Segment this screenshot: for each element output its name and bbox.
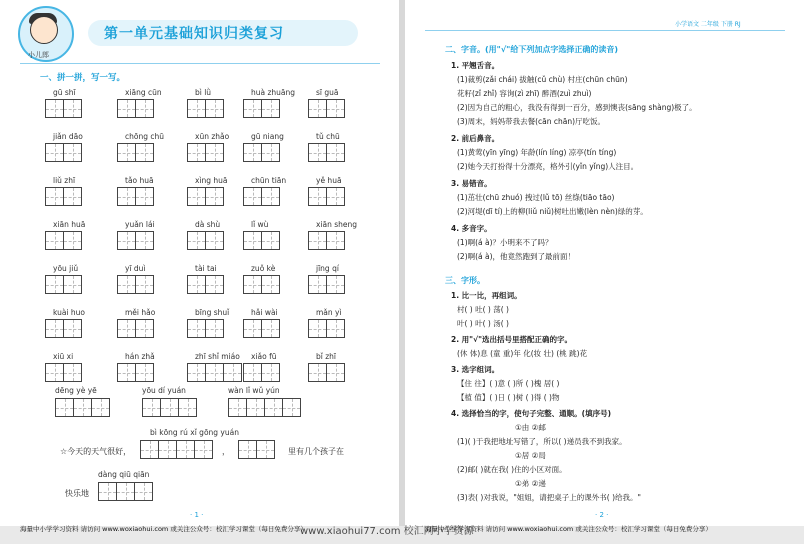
pinyin-label: gū niang [251, 132, 284, 141]
grid-cell[interactable] [326, 187, 345, 206]
grid-cell[interactable] [45, 187, 64, 206]
grid-cell[interactable] [205, 363, 224, 382]
grid-cell[interactable] [63, 99, 82, 118]
writing-grid[interactable] [308, 231, 344, 250]
pinyin-label: xiǎo fū [251, 352, 277, 361]
writing-grid[interactable] [308, 187, 344, 206]
grid-cell[interactable] [243, 275, 262, 294]
s2-item-line: (2)啊(á à)，他竟然跑到了最前面！ [457, 252, 576, 261]
s2-item-line: (2)她今天打扮得十分漂亮，格外引(yǐn yǐng)人注目。 [457, 162, 639, 171]
s2-item-head: 1. 平翘舌音。 [451, 61, 500, 70]
grid-cell[interactable] [45, 363, 64, 382]
grid-cell[interactable] [308, 99, 327, 118]
grid-cell[interactable] [45, 319, 64, 338]
writing-grid[interactable] [117, 187, 153, 206]
grid-cell[interactable] [326, 319, 345, 338]
grid-cell[interactable] [326, 275, 345, 294]
s2-item-line: (1)裁剪(zǎi chái) 拔触(cǔ chù) 村庄(chūn chūn) [457, 75, 628, 84]
writing-grid[interactable] [187, 275, 223, 294]
s2-item-line: (3)周末，妈妈带我去餐(cān chān)厅吃饭。 [457, 117, 606, 126]
comma-text: ， [222, 447, 230, 456]
writing-grid[interactable] [117, 319, 153, 338]
grid-cell[interactable] [63, 231, 82, 250]
grid-cell[interactable] [135, 231, 154, 250]
pinyin-label: zhī shǐ miáo [195, 352, 240, 361]
s3-item4-q1: (1)( )于我把地址写错了，所以( )递员我不到我家。 [457, 437, 627, 446]
grid-cell[interactable] [205, 187, 224, 206]
grid-cell[interactable] [187, 187, 206, 206]
s2-item-line: (1)黄莺(yīn yīng) 年龄(lín líng) 凉亭(tín tíng) [457, 148, 617, 157]
grid-cell[interactable] [261, 99, 280, 118]
grid-cell[interactable] [117, 187, 136, 206]
pinyin-label: měi hǎo [125, 308, 156, 317]
pinyin-row9: bì kōng rú xǐ gōng yuán [150, 428, 239, 437]
s3-item3-line2: 【植 值】( )日 ( )树 ( )得 ( )物 [457, 393, 560, 402]
writing-grid[interactable] [308, 143, 344, 162]
grid-cell[interactable] [326, 99, 345, 118]
grid-cell[interactable] [187, 275, 206, 294]
grid-cell[interactable] [187, 99, 206, 118]
page-number: · 2 · [595, 511, 609, 519]
s2-item-line: (1)啊(á à)？小明来不了吗？ [457, 238, 553, 247]
writing-grid[interactable] [243, 231, 279, 250]
writing-grid[interactable] [308, 319, 344, 338]
logo-text: 小儿郎 [28, 51, 49, 59]
grid-cell[interactable] [243, 231, 262, 250]
writing-grid[interactable] [308, 99, 344, 118]
s3-item3-head: 3. 选字组词。 [451, 365, 500, 374]
s3-item3-line1: 【住 往】( )意 ( )所 ( )槐 居( ) [457, 379, 560, 388]
grid-cell[interactable] [63, 363, 82, 382]
pinyin-label: dà shù [195, 220, 221, 229]
grid-cell[interactable] [135, 275, 154, 294]
pinyin-label: mǎn yì [316, 308, 342, 317]
writing-grid[interactable] [187, 363, 241, 382]
section-heading-1: 一、拼一拼，写一写。 [40, 73, 126, 83]
grid-cell[interactable] [205, 143, 224, 162]
grid-cell[interactable] [135, 187, 154, 206]
grid-cell[interactable] [261, 363, 280, 382]
grid-row8-1[interactable] [55, 398, 109, 417]
pinyin-label: xiān sheng [316, 220, 358, 229]
writing-grid[interactable] [243, 363, 279, 382]
grid-cell[interactable] [117, 363, 136, 382]
grid-cell[interactable] [45, 231, 64, 250]
pinyin-row8-1: dēng yè yē [55, 386, 97, 395]
s2-item-head: 4. 多音字。 [451, 224, 492, 233]
grid-cell[interactable] [187, 143, 206, 162]
header-divider [20, 63, 380, 64]
grid-cell[interactable] [187, 363, 206, 382]
pinyin-label: lǐ wù [251, 220, 269, 229]
writing-grid[interactable] [45, 363, 81, 382]
pinyin-label: yī duì [125, 264, 146, 273]
grid-cell[interactable] [205, 319, 224, 338]
writing-grid[interactable] [117, 143, 153, 162]
grid-cell[interactable] [63, 187, 82, 206]
page-left [0, 0, 399, 526]
s3-item4-opt2: ①居 ②局 [515, 451, 546, 460]
grid-row9-1[interactable] [140, 440, 212, 459]
writing-grid[interactable] [187, 319, 223, 338]
pinyin-label: gū shī [53, 88, 76, 97]
writing-grid[interactable] [243, 99, 279, 118]
grid-cell[interactable] [261, 231, 280, 250]
pinyin-label: xiāng cūn [125, 88, 162, 97]
writing-grid[interactable] [308, 275, 344, 294]
s2-item-head: 3. 易错音。 [451, 179, 492, 188]
s3-item1-head: 1. 比一比，再组词。 [451, 291, 522, 300]
s2-item-line: (2)因为自己的粗心，我没有得到一百分，感到懊丧(sāng shàng)极了。 [457, 103, 697, 112]
pinyin-label: xìng huā [195, 176, 228, 185]
pinyin-label: yuǎn lái [125, 220, 155, 229]
writing-grid[interactable] [45, 319, 81, 338]
sentence-1: ☆今天的天气很好， [60, 447, 132, 456]
grid-cell[interactable] [326, 363, 345, 382]
pinyin-label: yōu jiǔ [53, 264, 79, 273]
pinyin-label: hán zhǎ [125, 352, 155, 361]
s2-item-head: 2. 前后鼻音。 [451, 134, 500, 143]
grid-cell[interactable] [308, 275, 327, 294]
pinyin-label: yě huā [316, 176, 342, 185]
grid-cell[interactable] [243, 363, 262, 382]
grid-row10[interactable] [98, 482, 152, 501]
pinyin-label: jiǎn dāo [53, 132, 83, 141]
pinyin-label: chōng chū [125, 132, 164, 141]
pinyin-row8-2: yōu dí yuán [142, 386, 186, 395]
writing-grid[interactable] [243, 275, 279, 294]
writing-grid[interactable] [187, 187, 223, 206]
writing-grid[interactable] [45, 99, 81, 118]
grid-cell[interactable] [205, 99, 224, 118]
s3-item1-line2: 叶( ) 叶( ) 汤( ) [457, 319, 509, 328]
pinyin-label: sī guā [316, 88, 339, 97]
grid-cell[interactable] [261, 187, 280, 206]
grid-cell[interactable] [308, 143, 327, 162]
grid-row8-2[interactable] [142, 398, 196, 417]
writing-grid[interactable] [187, 143, 223, 162]
s3-item2-head: 2. 用"√"选出括号里搭配正确的字。 [451, 335, 572, 344]
writing-grid[interactable] [243, 143, 279, 162]
grid-cell[interactable] [63, 275, 82, 294]
writing-grid[interactable] [117, 99, 153, 118]
pinyin-label: huà zhuāng [251, 88, 296, 97]
grid-cell[interactable] [243, 143, 262, 162]
s2-item-line: 花籽(zǐ zhǐ) 容询(zì zhī) 醉酒(zuì zhuì) [457, 89, 592, 98]
grid-cell[interactable] [187, 319, 206, 338]
grid-cell[interactable] [326, 143, 345, 162]
grid-row8-3[interactable] [228, 398, 300, 417]
logo-face-icon [30, 16, 58, 44]
grid-cell[interactable] [326, 231, 345, 250]
writing-grid[interactable] [45, 231, 81, 250]
page-number: · 1 · [190, 511, 204, 519]
grid-cell[interactable] [63, 143, 82, 162]
pinyin-label: xiū xi [53, 352, 74, 361]
grid-cell[interactable] [308, 363, 327, 382]
grid-cell[interactable] [45, 275, 64, 294]
grid-cell[interactable] [308, 187, 327, 206]
pinyin-label: xūn zhǎo [195, 132, 230, 141]
footer-right: 海量中小学学习资料 请访问 www.woxiaohui.com 或关注公众号：校汇学习课堂（每日免费分享） [425, 525, 712, 533]
page-right [405, 0, 804, 526]
grid-cell[interactable] [308, 231, 327, 250]
watermark: www.xiaohui77.com 校汇网小学资源 [300, 526, 474, 537]
grid-cell[interactable] [45, 143, 64, 162]
grid-cell[interactable] [117, 99, 136, 118]
writing-grid[interactable] [187, 231, 223, 250]
grid-cell[interactable] [243, 187, 262, 206]
grid-cell[interactable] [205, 231, 224, 250]
grid-cell[interactable] [45, 99, 64, 118]
pinyin-label: chūn tiān [251, 176, 287, 185]
pinyin-label: jīng qí [316, 264, 339, 273]
pinyin-label: tǔ chū [316, 132, 340, 141]
grid-cell[interactable] [63, 319, 82, 338]
header-tag: 小学语文 二年级 下册 RJ [675, 21, 741, 28]
pinyin-label: bǐ zhī [316, 352, 337, 361]
grid-cell[interactable] [243, 99, 262, 118]
grid-cell[interactable] [261, 143, 280, 162]
pinyin-label: kuài huo [53, 308, 86, 317]
section-heading-3: 三、字形。 [445, 276, 485, 285]
s2-item-line: (1)茁壮(chū zhuó) 拽过(lǔ tō) 丝绦(tiāo tāo) [457, 193, 615, 202]
grid-cell[interactable] [135, 363, 154, 382]
writing-grid[interactable] [45, 275, 81, 294]
pinyin-row10: dàng qiū qiān [98, 470, 150, 479]
writing-grid[interactable] [187, 99, 223, 118]
pinyin-row8-3: wàn lǐ wǔ yún [228, 386, 280, 395]
grid-cell[interactable] [261, 275, 280, 294]
pinyin-label: xiān huā [53, 220, 86, 229]
grid-cell[interactable] [117, 143, 136, 162]
writing-grid[interactable] [117, 275, 153, 294]
writing-grid[interactable] [243, 187, 279, 206]
grid-cell[interactable] [187, 231, 206, 250]
footer-left: 海量中小学学习资料 请访问 www.woxiaohui.com 或关注公众号：校汇学习课堂（每日免费分享） [20, 525, 307, 533]
s3-item4-q2: (2)邮( )就在我( )住的小区对面。 [457, 465, 567, 474]
pinyin-label: tài tai [195, 264, 217, 273]
grid-cell[interactable] [308, 319, 327, 338]
writing-grid[interactable] [243, 319, 279, 338]
sentence-2: 快乐地 [65, 489, 89, 498]
s3-item2-line: (休 体)息 (童 重)年 化(妆 壮) (桃 跳)花 [457, 349, 588, 358]
pinyin-label: hǎi wài [251, 308, 278, 317]
grid-cell[interactable] [135, 319, 154, 338]
grid-cell[interactable] [205, 275, 224, 294]
pinyin-label: tǎo huā [125, 176, 154, 185]
grid-row9-2[interactable] [238, 440, 274, 459]
grid-cell[interactable] [135, 143, 154, 162]
grid-cell[interactable] [117, 231, 136, 250]
sentence-1-end: 里有几个孩子在 [288, 447, 344, 456]
pinyin-label: liǔ zhī [53, 176, 76, 185]
s3-item4-q3: (3)表( )对我说，"姐姐，请把桌子上的课外书( )给我。" [457, 493, 641, 502]
grid-cell[interactable] [135, 99, 154, 118]
grid-cell[interactable] [117, 275, 136, 294]
header-divider [425, 30, 785, 31]
s3-item4-opt3: ①弟 ②递 [515, 479, 546, 488]
pinyin-label: bì lǜ [195, 88, 212, 97]
page-title: 第一单元基础知识归类复习 [104, 26, 284, 42]
writing-grid[interactable] [117, 363, 153, 382]
section-heading-2: 二、字音。(用"√"给下列加点字选择正确的读音) [445, 45, 618, 54]
writing-grid[interactable] [308, 363, 344, 382]
s3-item4-head: 4. 选择恰当的字，使句子完整、通顺。(填序号) [451, 409, 612, 418]
pinyin-label: bīng shuǐ [195, 308, 230, 317]
s3-item1-line1: 村( ) 吐( ) 荡( ) [457, 305, 509, 314]
writing-grid[interactable] [45, 187, 81, 206]
grid-cell[interactable] [223, 363, 242, 382]
grid-cell[interactable] [243, 319, 262, 338]
s2-item-line: (2)河堤(dī tí)上的柳(liǔ niǔ)树吐出嫩(lèn nèn)绿的芽。 [457, 207, 648, 216]
grid-cell[interactable] [261, 319, 280, 338]
pinyin-label: zuǒ kè [251, 264, 276, 273]
writing-grid[interactable] [45, 143, 81, 162]
writing-grid[interactable] [117, 231, 153, 250]
grid-cell[interactable] [117, 319, 136, 338]
s3-item4-opt1: ①由 ②邮 [515, 423, 546, 432]
